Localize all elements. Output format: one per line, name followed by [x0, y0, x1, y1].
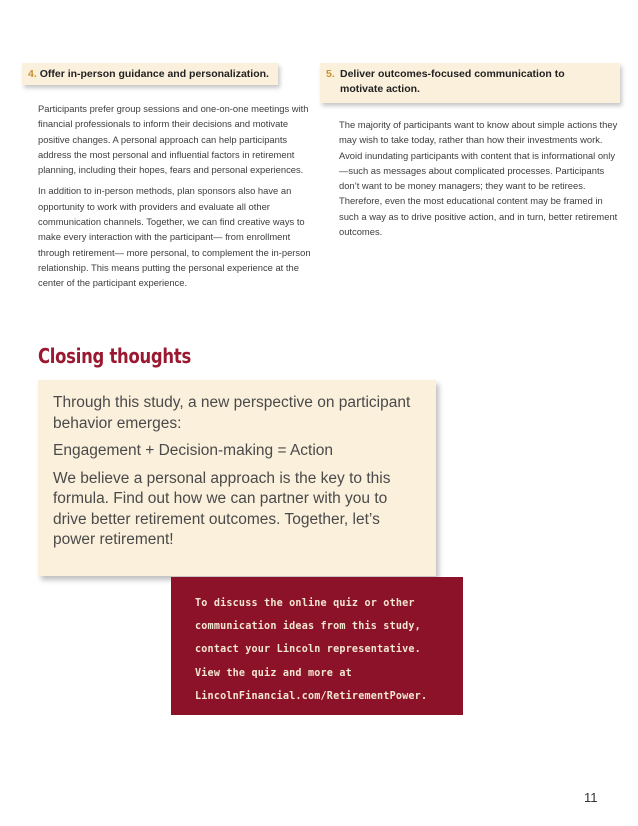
callout-line-4: View the quiz and more at — [195, 665, 352, 679]
section-5-heading-box — [320, 63, 620, 103]
closing-thoughts-title: Closing thoughts — [38, 344, 191, 368]
section-4-paragraph-1: Participants prefer group sessions and one-on-one meetings with financial professionals to inform their decisions and motivate positive changes. A personal approach can help participants address the most personal and influential factors in retirement planning, including their hopes, fears and personal experiences. — [38, 103, 309, 176]
callout-line-1: To discuss the online quiz or other — [195, 596, 415, 609]
section-4-paragraph-2: In addition to in-person methods, plan sponsors also have an opportunity to work with providers and evaluate all other communication channels. Together, we can find creative ways to make every interaction with the participant— from enrollment through retirement— more personal, to complement the in-person relationship. This means putting the personal experience at the center of the participant experience. — [38, 185, 311, 289]
section-4-number: 4. — [28, 68, 37, 80]
section-5-paragraph-1: The majority of participants want to know about simple actions they may wish to take today, rather than how their investments work. Avoid inundating participants with content that is informational only—such as messages about complicated processes. Participants don’t want to be money managers; they want to be retirees. Therefore, even the most educational content may be framed in such a way as to drive positive action, and in turn, better retirement outcomes. — [339, 119, 618, 238]
page-number: 11 — [584, 790, 598, 805]
section-5-number: 5. — [326, 68, 335, 80]
callout-line-3: contact your Lincoln representative. — [195, 642, 421, 656]
section-4-heading: Offer in-person guidance and personalization. — [39, 68, 269, 80]
closing-line-2: Engagement + Decision-making = Action — [53, 442, 334, 459]
callout-link-url[interactable]: LincolnFinancial.com/RetirementPower. — [195, 688, 428, 702]
section-5-heading: Deliver outcomes-focused communication to motivate action. — [340, 68, 565, 95]
closing-line-1: Through this study, a new perspective on participant behavior emerges: — [53, 394, 411, 432]
section-5-body — [339, 117, 623, 245]
callout-line-2: communication ideas from this study, — [195, 619, 421, 633]
section-4-body — [38, 101, 316, 297]
closing-line-3: We believe a personal approach is the key to this formula. Find out how we can partner with you to drive better retirement outcomes. Together, let’s power retirement! — [53, 469, 391, 548]
section-4-heading-box — [22, 63, 278, 85]
closing-thoughts-panel — [38, 380, 436, 576]
contact-callout-box — [171, 577, 463, 715]
